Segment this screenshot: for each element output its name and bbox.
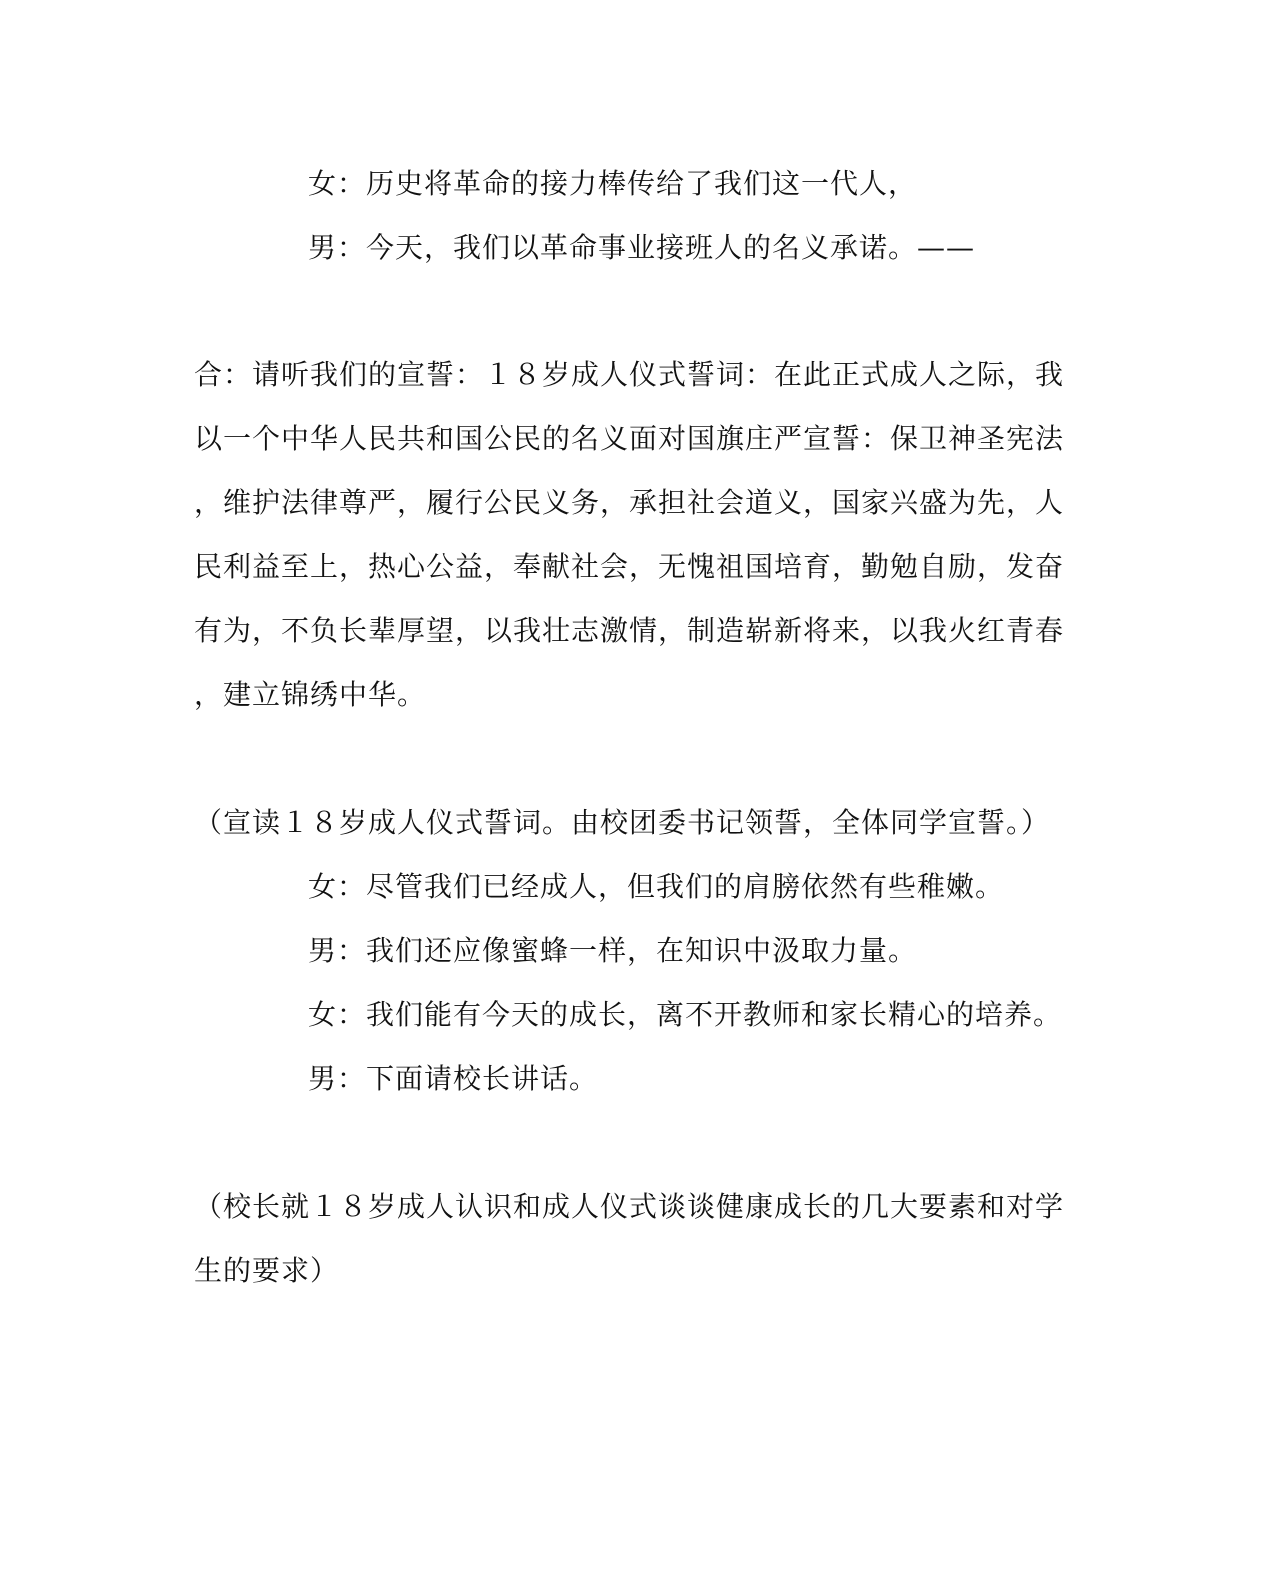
stage-direction-principal-line-1: （校长就１８岁成人认识和成人仪式谈谈健康成长的几大要素和对学 [194, 1190, 1065, 1223]
stage-direction-oath: （宣读１８岁成人仪式誓词。由校团委书记领誓，全体同学宣誓。） [194, 806, 1051, 839]
oath-paragraph-line-4: 民利益至上，热心公益，奉献社会，无愧祖国培育，勤勉自励，发奋 [194, 550, 1065, 583]
oath-paragraph-line-1: 合：请听我们的宣誓：１８岁成人仪式誓词：在此正式成人之际，我 [194, 358, 1065, 391]
dialogue-line-male-2: 男：我们还应像蜜蜂一样，在知识中汲取力量。 [308, 934, 918, 967]
dialogue-line-male-3: 男：下面请校长讲话。 [308, 1062, 599, 1095]
oath-paragraph-line-2: 以一个中华人民共和国公民的名义面对国旗庄严宣誓：保卫神圣宪法 [194, 422, 1065, 455]
stage-direction-principal-line-2: 生的要求） [194, 1254, 340, 1287]
dialogue-line-female-3: 女：我们能有今天的成长，离不开教师和家长精心的培养。 [308, 998, 1063, 1031]
dialogue-line-female-1: 女：历史将革命的接力棒传给了我们这一代人， [308, 167, 918, 200]
oath-paragraph-line-6: ，建立锦绣中华。 [194, 678, 427, 711]
oath-paragraph-line-3: ，维护法律尊严，履行公民义务，承担社会道义，国家兴盛为先，人 [194, 486, 1065, 519]
dialogue-line-female-2: 女：尽管我们已经成人，但我们的肩膀依然有些稚嫩。 [308, 870, 1005, 903]
oath-paragraph-line-5: 有为，不负长辈厚望，以我壮志激情，制造崭新将来，以我火红青春 [194, 614, 1065, 647]
dialogue-line-male-1: 男：今天，我们以革命事业接班人的名义承诺。—— [308, 231, 976, 264]
